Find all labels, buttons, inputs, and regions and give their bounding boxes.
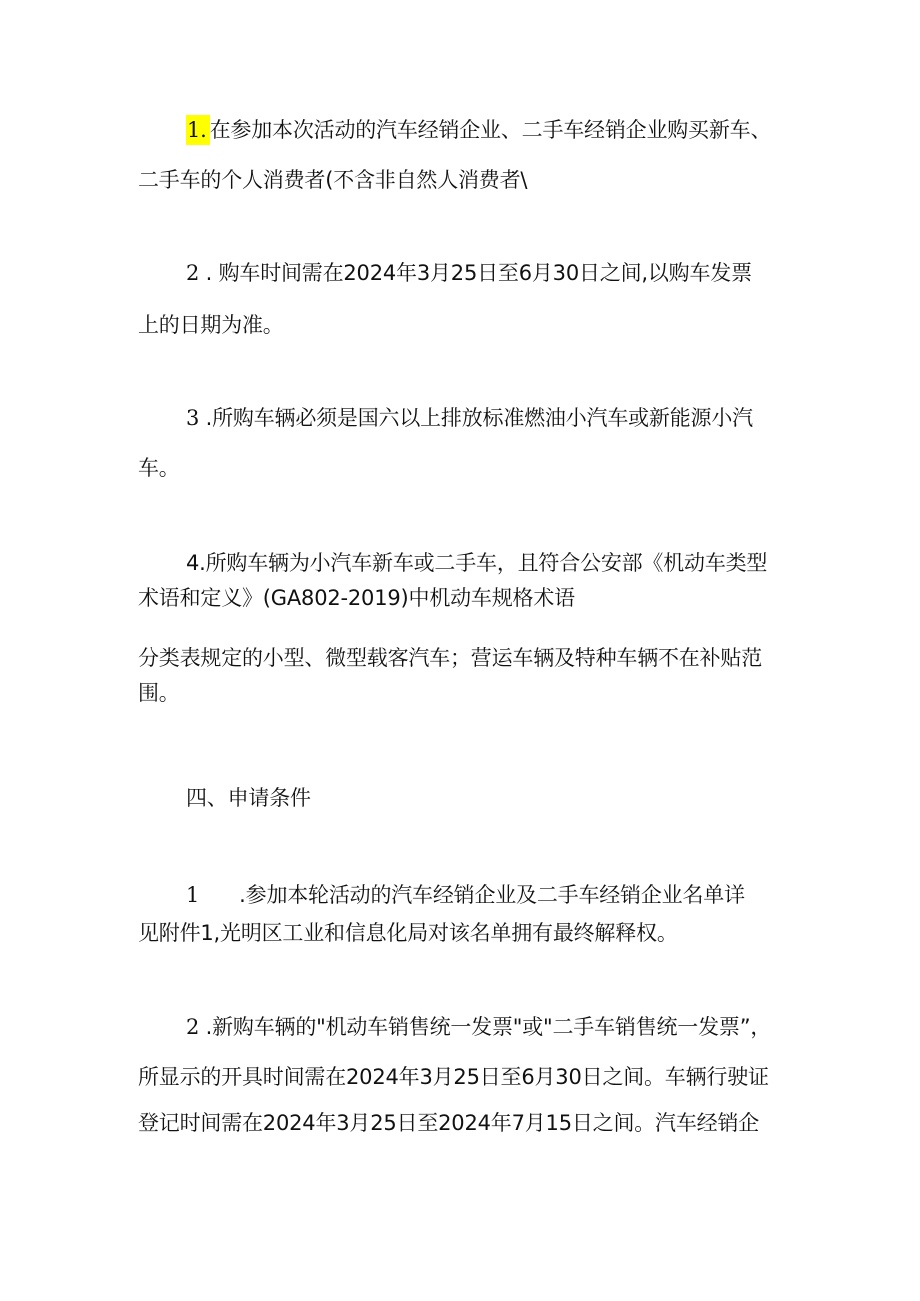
item-3-text: .所购车辆必须是国六以上排放标准燃油小汽车或新能源小汽 [199,406,753,430]
item-2-text: . 购车时间需在2024年3月25日至6月30日之间,以购车发票 [199,261,752,285]
item-4-line-4: 围。 [138,681,180,705]
item-1-number-highlighted: 1. [186,115,210,145]
item-4-line-2: 术语和定义》(GA802-2019)中机动车规格术语 [138,586,575,610]
item-3-line-1 [186,403,798,433]
item-2-line-1 [186,258,798,288]
cond-1-line-2: 见附件1,光明区工业和信息化局对该名单拥有最终解释权。 [138,921,678,945]
cond-2-text: .新购车辆的"机动车销售统一发票"或"二手车销售统一发票”， [199,1015,772,1039]
item-1-text: 在参加本次活动的汽车经销企业、二手车经销企业购买新车、 [209,118,772,142]
item-3-line-2: 车。 [138,456,180,480]
cond-2-line-3: 登记时间需在2024年3月25日至2024年7月15日之间。汽车经销企 [138,1111,760,1135]
cond-1-number: 1 [186,883,200,907]
item-1-line-1 [186,115,798,145]
section-heading: 四、申请条件 [186,786,311,810]
cond-2-line-1 [186,1012,798,1042]
item-2-line-2: 上的日期为准。 [138,313,284,337]
item-4-line-3: 分类表规定的小型、微型载客汽车；营运车辆及特种车辆不在补贴范 [138,646,762,670]
cond-1-line-1 [186,880,798,910]
item-1-line-2: 二手车的个人消费者(不含非自然人消费者\ [138,168,528,192]
cond-2-number: 2 [186,1015,200,1039]
item-2-number: 2 [186,261,200,285]
item-3-number: 3 [186,406,200,430]
cond-1-text: .参加本轮活动的汽车经销企业及二手车经销企业名单详 [239,883,745,907]
cond-2-line-2: 所显示的开具时间需在2024年3月25日至6月30日之间。车辆行驶证 [138,1065,769,1089]
item-4-line-1: 4.所购车辆为小汽车新车或二手车，且符合公安部《机动车类型 [186,551,768,575]
